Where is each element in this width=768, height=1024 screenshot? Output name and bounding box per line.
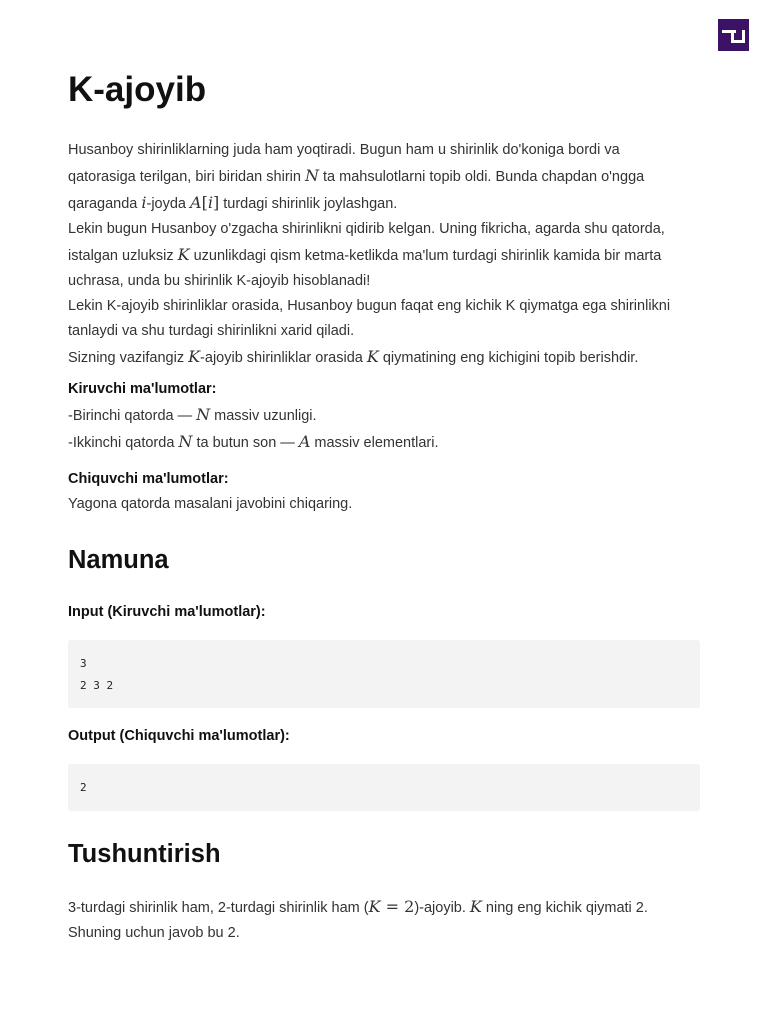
- text-span: -Ikkinchi qatorda: [68, 435, 179, 451]
- text-span: )-ajoyib.: [414, 900, 470, 916]
- logo-icon: [718, 19, 749, 51]
- text-span: turdagi shirinlik joylashgan.: [219, 196, 398, 212]
- math-expr: = 2: [380, 897, 415, 916]
- text-span: ta butun son —: [192, 435, 299, 451]
- math-bracket: [: [201, 193, 208, 212]
- statement-line: [68, 190, 700, 217]
- statement-line: [68, 344, 700, 371]
- input-description: [68, 377, 700, 456]
- input-line: [68, 429, 700, 456]
- text-span: qaraganda: [68, 196, 142, 212]
- sample-input-label: Input (Kiruvchi ma'lumotlar):: [68, 604, 266, 620]
- explanation-text: [68, 894, 700, 946]
- math-var: i: [207, 193, 213, 212]
- math-var: K: [366, 347, 379, 366]
- math-var: N: [304, 166, 319, 185]
- text-span: qiymatining eng kichigini topib berishdir.: [378, 350, 639, 366]
- text-span: Lekin K-ajoyib shirinliklar orasida, Husanboy bugun faqat eng kichik K qiymatga ega shirinlikni: [68, 298, 671, 314]
- text-span: 3-turdagi shirinlik ham, 2-turdagi shirinlik ham (: [68, 900, 369, 916]
- statement-line: [68, 294, 700, 319]
- input-heading: Kiruvchi ma'lumotlar:: [68, 381, 217, 397]
- math-var: N: [196, 405, 211, 424]
- math-var: K: [177, 245, 190, 264]
- text-span: uzunlikdagi qism ketma-ketlikda ma'lum turdagi shirinlik kamida bir marta: [189, 248, 662, 264]
- sample-output-code[interactable]: 2: [68, 764, 700, 811]
- text-span: uchrasa, unda bu shirinlik K-ajoyib hisoblanadi!: [68, 273, 371, 289]
- text-span: massiv elementlari.: [310, 435, 439, 451]
- statement-line: [68, 269, 700, 294]
- math-var: K: [368, 897, 381, 916]
- statement-line: [68, 138, 700, 163]
- text-span: -ajoyib shirinliklar orasida: [200, 350, 367, 366]
- text-span: -joyda: [146, 196, 191, 212]
- math-var: K: [469, 897, 482, 916]
- explanation-line: [68, 894, 700, 921]
- text-span: Sizning vazifangiz: [68, 350, 189, 366]
- output-text: Yagona qatorda masalani javobini chiqaring.: [68, 496, 353, 512]
- explanation-line: Shuning uchun javob bu 2.: [68, 925, 240, 941]
- statement-line: [68, 217, 700, 242]
- output-description: [68, 467, 700, 517]
- text-span: Lekin bugun Husanboy o'zgacha shirinlikni qidirib kelgan. Uning fikricha, agarda shu qatorda,: [68, 221, 665, 237]
- text-span: istalgan uzluksiz: [68, 248, 178, 264]
- sample-input-code[interactable]: 3 2 3 2: [68, 640, 700, 708]
- math-var: i: [141, 193, 147, 212]
- explanation-heading: Tushuntirish: [68, 840, 221, 868]
- text-span: -Birinchi qatorda —: [68, 408, 197, 424]
- statement-line: [68, 242, 700, 269]
- math-var: N: [178, 432, 193, 451]
- statement-line: [68, 163, 700, 190]
- math-var: A: [298, 432, 311, 451]
- site-logo[interactable]: [718, 19, 749, 51]
- text-span: qatorasiga terilgan, biri biridan shirin: [68, 169, 305, 185]
- statement-line: [68, 319, 700, 344]
- text-span: ta mahsulotlarni topib oldi. Bunda chapdan o'ngga: [318, 169, 645, 185]
- input-line: [68, 402, 700, 429]
- math-var: A: [190, 193, 202, 212]
- text-span: Husanboy shirinliklarning juda ham yoqtiradi. Bugun ham u shirinlik do'koniga bordi va: [68, 142, 620, 158]
- sample-heading: Namuna: [68, 546, 169, 574]
- sample-output-label: Output (Chiquvchi ma'lumotlar):: [68, 728, 290, 744]
- output-heading: Chiquvchi ma'lumotlar:: [68, 471, 229, 487]
- math-var: K: [188, 347, 201, 366]
- page-title: K-ajoyib: [68, 70, 207, 109]
- text-span: ning eng kichik qiymati 2.: [481, 900, 648, 916]
- text-span: massiv uzunligi.: [210, 408, 317, 424]
- text-span: tanlaydi va shu turdagi shirinlikni xarid qiladi.: [68, 323, 355, 339]
- math-bracket: ]: [212, 193, 220, 212]
- problem-statement: [68, 138, 700, 371]
